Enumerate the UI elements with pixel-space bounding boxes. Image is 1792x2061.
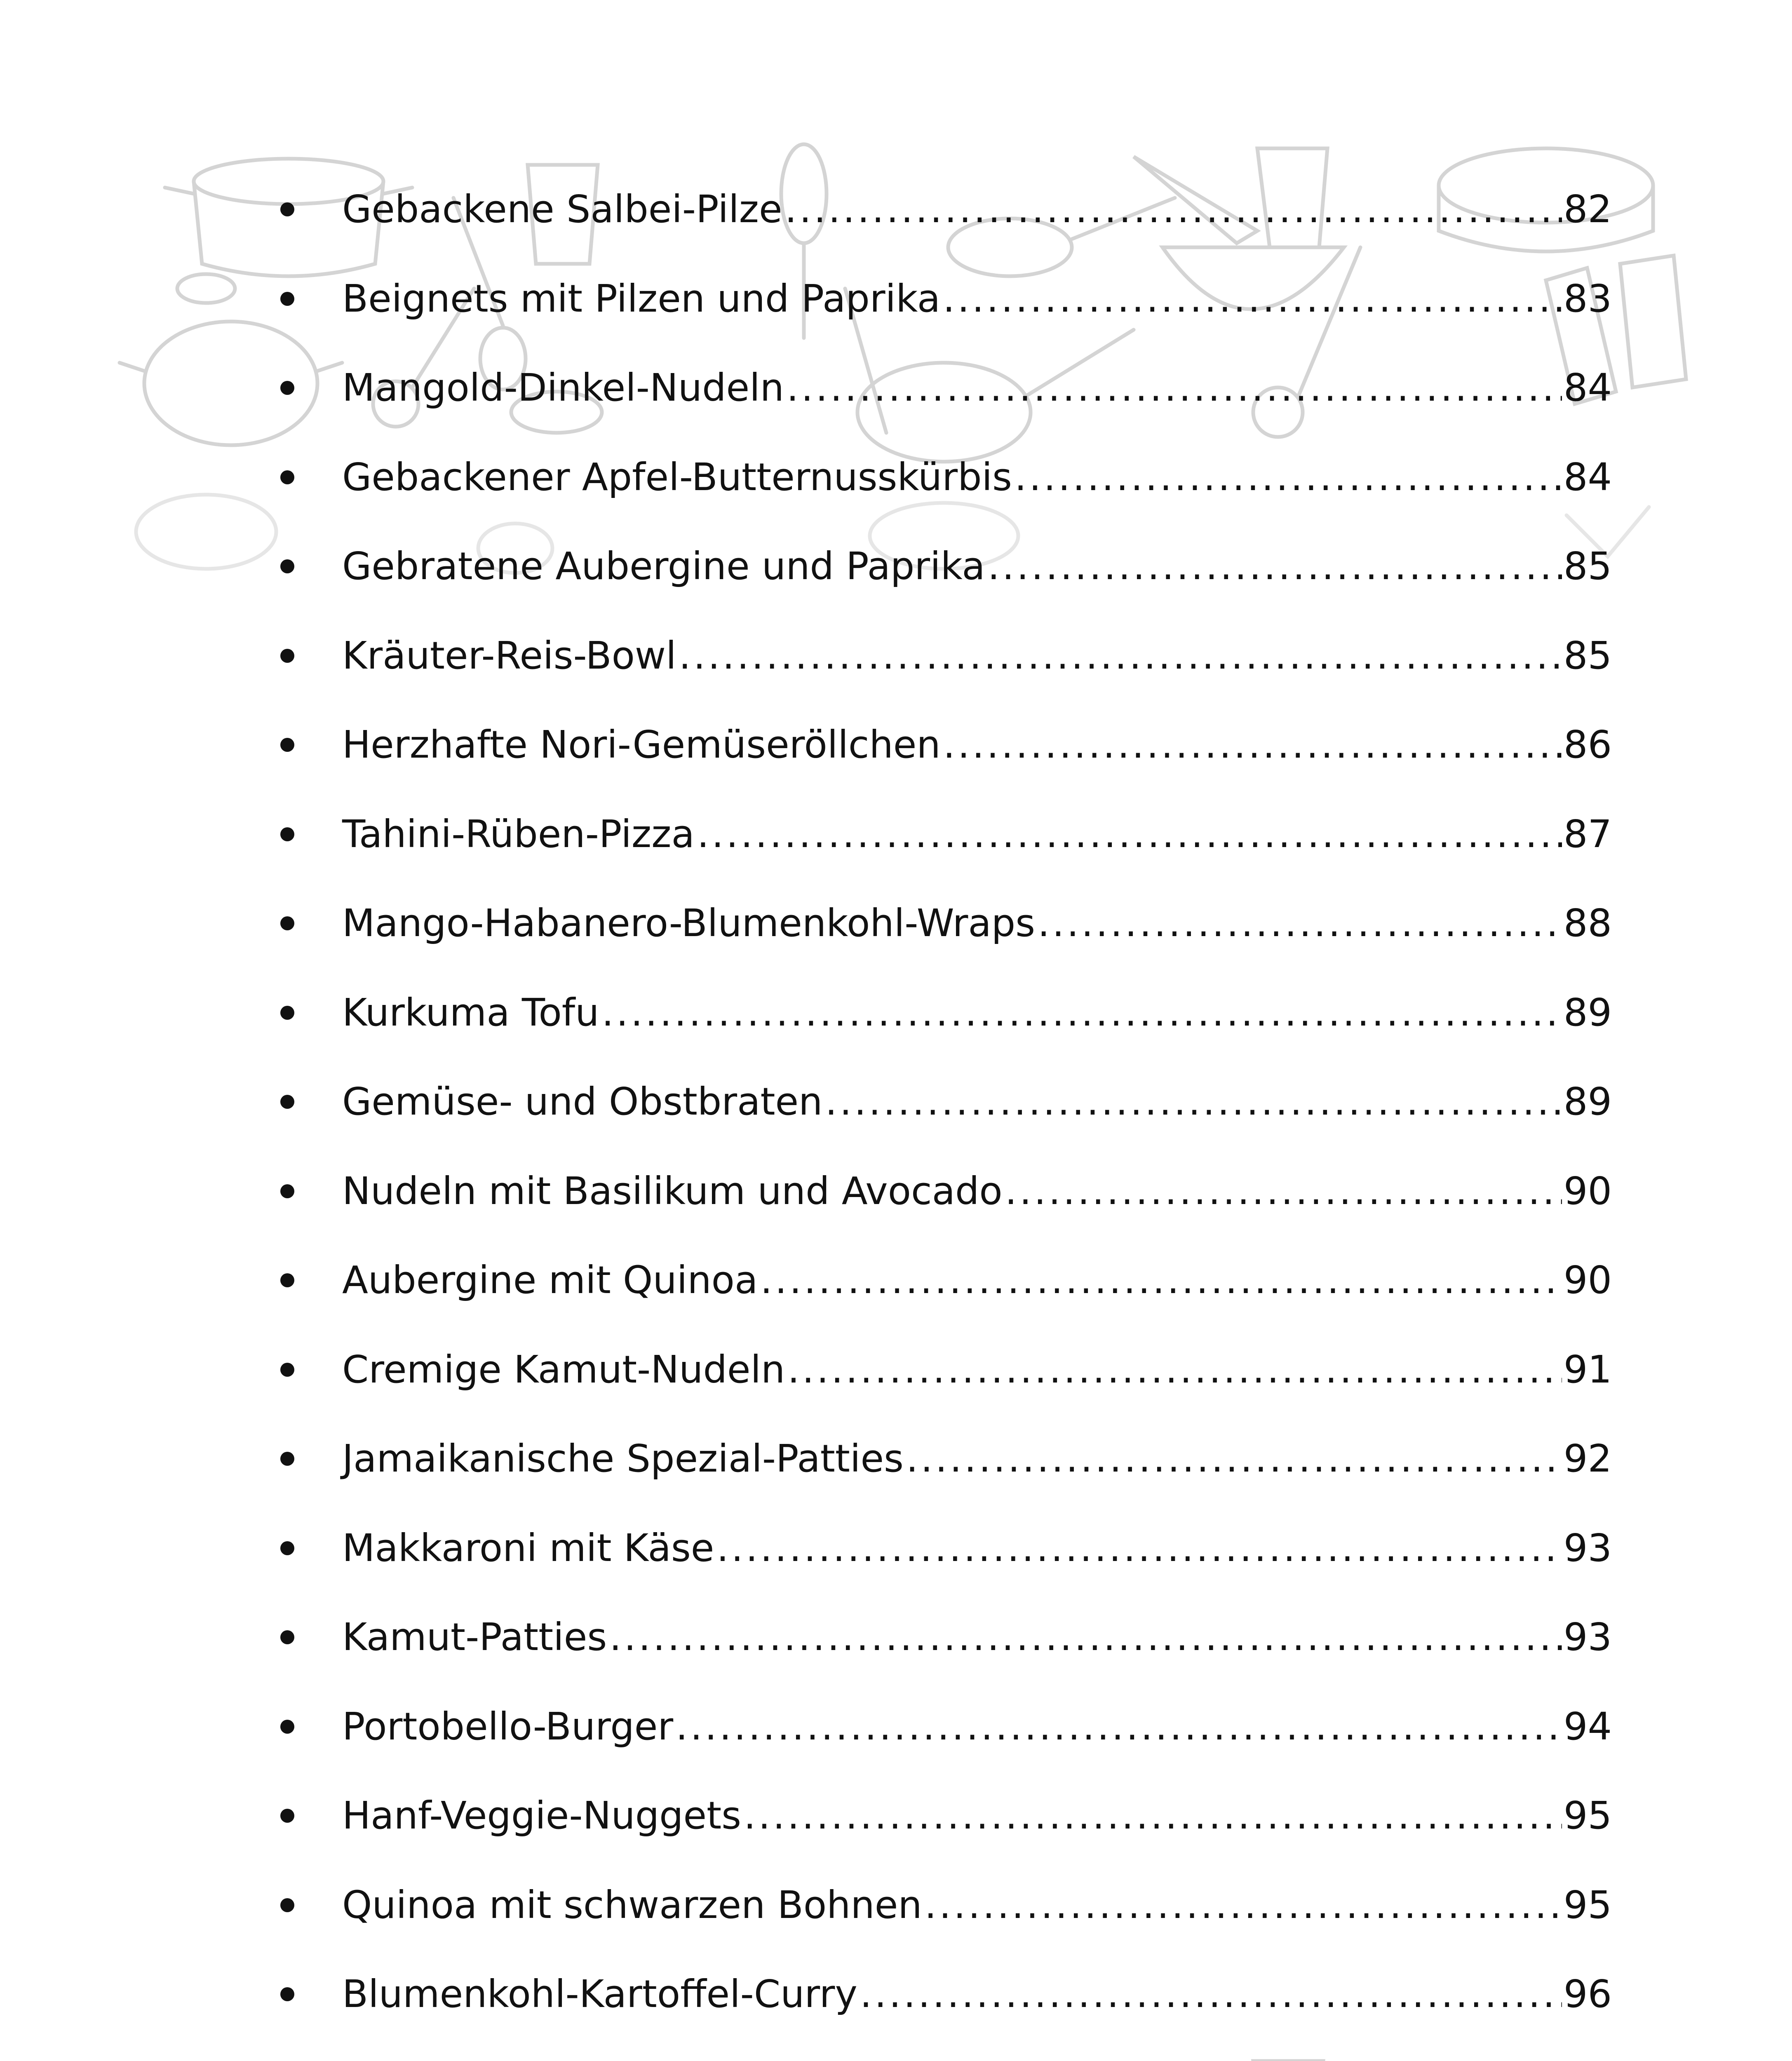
toc-entry[interactable] [272,790,1612,879]
bullet-icon [280,738,294,752]
toc-entry-body [342,1794,1612,1838]
bullet-icon [280,202,294,216]
dot-leader [744,1794,1562,1838]
toc-entry[interactable] [272,522,1612,611]
toc-entry-page-number: 95 [1563,1793,1612,1838]
toc-entry-page-number: 83 [1563,276,1612,321]
toc-entry-body [342,455,1612,499]
bullet-icon [280,381,294,395]
bullet-icon [280,827,294,841]
bullet-icon [280,1898,294,1912]
grater-icon [1620,256,1686,387]
toc-entry-title: Blumenkohl-Kartoffel-Curry [342,1972,857,2016]
toc-entry-title: Beignets mit Pilzen und Paprika [342,276,941,321]
toc-entry-page-number: 85 [1563,633,1612,678]
toc-entry-body [342,545,1612,588]
toc-entry[interactable] [272,1147,1612,1236]
toc-entry[interactable] [272,1771,1612,1861]
toc-entry[interactable] [272,1861,1612,1950]
toc-entry[interactable] [272,254,1612,344]
toc-entry-title: Jamaikanische Spezial-Patties [342,1437,904,1481]
toc-entry[interactable] [272,879,1612,968]
toc-entry-title: Herzhafte Nori-Gemüseröllchen [342,723,941,767]
toc-entry-body [342,991,1612,1035]
dot-leader [943,277,1562,321]
toc-entry-body [342,1080,1612,1124]
toc-entry[interactable] [272,1236,1612,1325]
toc-entry-body [342,723,1612,767]
toc-entry[interactable] [272,343,1612,433]
toc-entry-body [342,188,1612,231]
toc-entry-title: Gebackener Apfel-Butternusskürbis [342,455,1012,499]
toc-entry[interactable] [272,1504,1612,1593]
toc-entry[interactable] [272,1414,1612,1504]
toc-entry-body [342,1258,1612,1302]
toc-entry-title: Kurkuma Tofu [342,990,599,1035]
toc-entry-title: Quinoa mit schwarzen Bohnen [342,1883,922,1927]
dot-leader [716,1526,1562,1570]
dot-leader [1038,901,1562,945]
dot-leader [988,545,1562,588]
dot-leader [943,723,1562,767]
dot-leader [787,1348,1562,1392]
toc-entry-title: Tahini-Rüben-Pizza [342,812,695,856]
toc-entry-page-number: 90 [1563,1258,1612,1303]
bullet-icon [280,1095,294,1109]
toc-entry[interactable] [272,1057,1612,1147]
toc-entry[interactable] [272,1325,1612,1415]
bullet-icon [280,1809,294,1823]
toc-entry[interactable] [272,700,1612,790]
bullet-icon [280,1452,294,1466]
bullet-icon [280,470,294,484]
toc-entry-body [342,1705,1612,1749]
bullet-icon [280,916,294,930]
toc-entry-page-number: 95 [1563,1883,1612,1927]
toc-entry-body [342,1615,1612,1659]
bullet-icon [280,559,294,573]
toc-entry-page-number: 93 [1563,1526,1612,1570]
toc-entry-body [342,1883,1612,1927]
toc-entry-page-number: 89 [1563,1080,1612,1124]
toc-entry[interactable] [272,968,1612,1058]
dot-leader [906,1437,1562,1481]
dot-leader [676,1705,1562,1749]
toc-entry-title: Kamut-Patties [342,1615,607,1660]
dot-leader [609,1615,1562,1659]
dot-leader [1015,455,1562,499]
toc-entry-title: Nudeln mit Basilikum und Avocado [342,1169,1003,1213]
toc-entry-page-number: 85 [1563,544,1612,589]
toc-entry[interactable] [272,433,1612,522]
toc-entry-title: Mangold-Dinkel-Nudeln [342,366,784,410]
toc-entry[interactable] [272,1682,1612,1772]
bullet-icon [280,1541,294,1555]
bullet-icon [280,292,294,306]
toc-entry-body [342,366,1612,410]
dot-leader [787,366,1562,410]
bullet-icon [280,1273,294,1287]
dot-leader [601,991,1562,1035]
toc-entry-page-number: 89 [1563,990,1612,1035]
dot-leader [697,812,1562,856]
bullet-icon [280,1987,294,2001]
toc-entry-body [342,277,1612,321]
toc-entry-title: Hanf-Veggie-Nuggets [342,1793,742,1838]
toc-entry[interactable] [272,165,1612,254]
toc-entry[interactable] [272,611,1612,701]
bullet-icon [280,1363,294,1377]
toc-entry-page-number: 93 [1563,1615,1612,1660]
toc-entry-title: Portobello-Burger [342,1704,674,1749]
toc-entry[interactable] [272,1593,1612,1682]
toc-entry-body [342,1437,1612,1481]
toc-entry-page-number: 88 [1563,901,1612,946]
toc-entry-title: Gebackene Salbei-Pilze [342,187,782,232]
dot-leader [825,1080,1562,1124]
toc-entry[interactable] [272,2039,1612,2061]
toc-entry-page-number: 84 [1563,366,1612,410]
dot-leader [1005,1169,1562,1213]
toc-entry-title: Makkaroni mit Käse [342,1526,714,1570]
toc-entry-body [342,812,1612,856]
toc-entry-body [342,634,1612,678]
toc-entry-page-number: 92 [1563,1437,1612,1481]
dot-leader [925,1883,1562,1927]
toc-entry-page-number: 96 [1563,1972,1612,2016]
toc-entry-body [342,1348,1612,1392]
dot-leader [860,1972,1562,2016]
toc-entry-title: Gebratene Aubergine und Paprika [342,544,985,589]
dot-leader [679,634,1562,678]
bullet-icon [280,649,294,663]
toc-entry-title: Aubergine mit Quinoa [342,1258,758,1303]
toc-entry-page-number: 84 [1563,455,1612,499]
toc-entry-title: Gemüse- und Obstbraten [342,1080,823,1124]
bullet-icon [280,1184,294,1198]
toc-entry-page-number: 90 [1563,1169,1612,1213]
toc-entry-page-number: 87 [1563,812,1612,856]
toc-entry-title: Cremige Kamut-Nudeln [342,1347,785,1392]
bullet-icon [280,1006,294,1020]
toc-entry-body [342,1972,1612,2016]
bullet-icon [280,1630,294,1644]
toc-entry-page-number: 86 [1563,723,1612,767]
dot-leader [760,1258,1562,1302]
toc-entry[interactable] [272,1950,1612,2039]
toc-entry-body [342,1526,1612,1570]
toc-entry-body [342,1169,1612,1213]
toc-entry-page-number: 82 [1563,187,1612,232]
toc-entry-page-number: 91 [1563,1347,1612,1392]
table-of-contents [272,165,1612,2061]
dot-leader [785,188,1562,231]
toc-entry-page-number: 94 [1563,1704,1612,1749]
toc-entry-body [342,901,1612,945]
toc-entry-title: Mango-Habanero-Blumenkohl-Wraps [342,901,1036,946]
toc-entry-title: Kräuter-Reis-Bowl [342,633,676,678]
bullet-icon [280,1720,294,1734]
